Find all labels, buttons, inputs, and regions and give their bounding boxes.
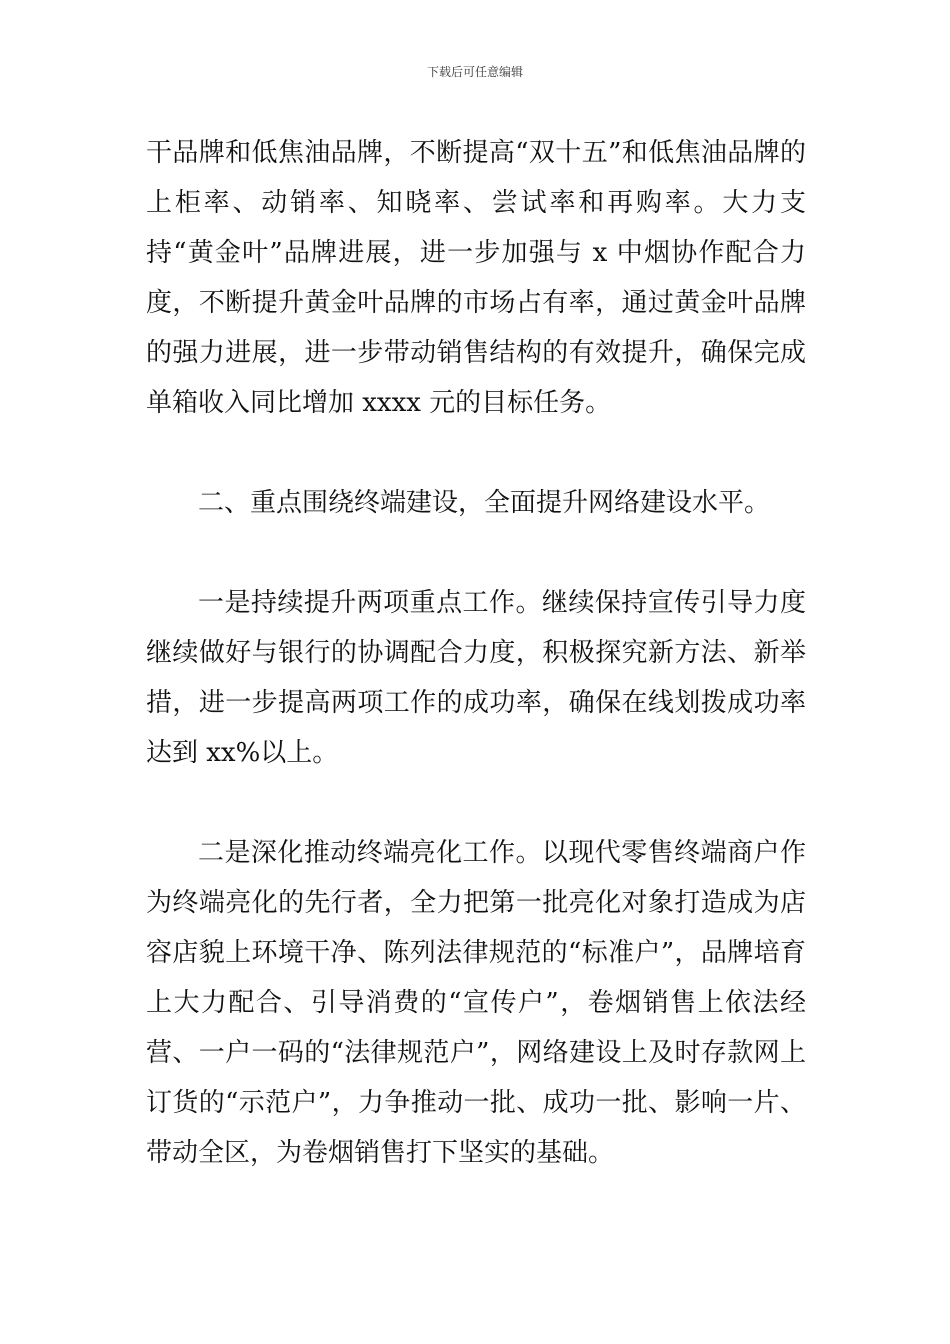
document-body [146,128,806,1178]
header-note: 下载后可任意编辑 [426,65,523,79]
paragraph-second-point: 二是深化推动终端亮化工作。以现代零售终端商户作为终端亮化的先行者，全力把第一批亮化对象打造成为店容店貌上环境干净、陈列法律规范的“标准户”，品牌培育上大力配合、引导消费的“宣传户”，卷烟销售上依法经营、一户一码的“法律规范户”，网络建设上及时存款网上订货的“示范户”，力争推动一批、成功一批、影响一片、带动全区，为卷烟销售打下坚实的基础。 [146,838,806,1168]
paragraph-first-point: 一是持续提升两项重点工作。继续保持宣传引导力度继续做好与银行的协调配合力度，积极探究新方法、新举措，进一步提高两项工作的成功率，确保在线划拨成功率达到 xx%以上。 [146,588,806,768]
paragraph-continued: 干品牌和低焦油品牌，不断提高“双十五”和低焦油品牌的上柜率、动销率、知晓率、尝试率和再购率。大力支持“黄金叶”品牌进展，进一步加强与 x 中烟协作配合力度，不断提升黄金叶品牌的市场占有率，通过黄金叶品牌的强力进展，进一步带动销售结构的有效提升，确保完成单箱收入同比增加 xxxx 元的目标任务。 [146,138,806,418]
section-heading: 二、重点围绕终端建设，全面提升网络建设水平。 [198,488,771,518]
